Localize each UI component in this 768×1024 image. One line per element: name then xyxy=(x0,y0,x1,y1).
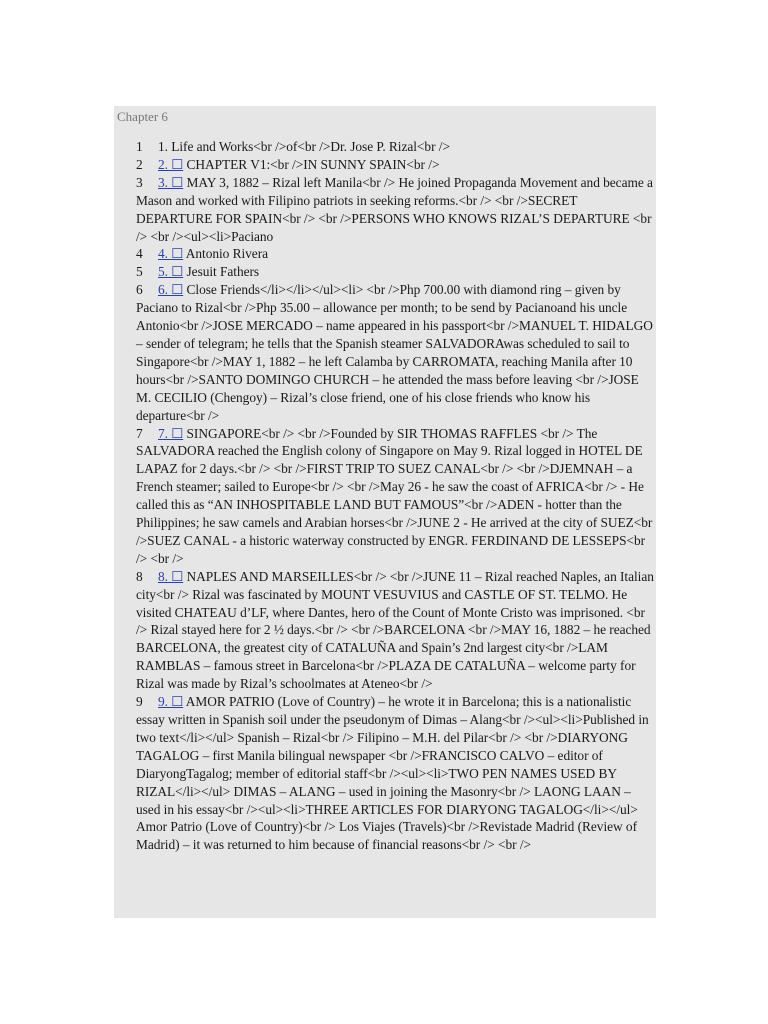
entry-link[interactable]: 7. ☐ xyxy=(158,425,184,441)
entry-number: 7 xyxy=(136,425,143,441)
entry-link[interactable]: 9. ☐ xyxy=(158,694,184,710)
entry-8 xyxy=(136,568,656,693)
entry-text: MAY 3, 1882 – Rizal left Manila<br /> He joined Propaganda Movement and became a Mason and worked with Filipino patriots in seeking reforms.<br /> <br />SECRET DEPARTURE FOR SPAIN<br /> <br />PERSONS WHO KNOWS RIZAL’S DEPARTURE <br /> <br /><ul><li>Paciano xyxy=(136,174,653,244)
entry-5 xyxy=(136,263,656,281)
entry-text: AMOR PATRIO (Love of Country) – he wrote it in Barcelona; this is a nationalistic essay written in Spanish soil under the pseudonym of Dimas – Alang<br /><ul><li>Published in two text</li></ul> Spanish – Rizal<br /> Filipino – M.H. del Pilar<br /> <br />DIARYONG TAGALOG – first Manila bilingual newspaper <br />FRANCISCO CALVO – editor of DiaryongTagalog; member of editorial staff<br /><ul><li>TWO PEN NAMES USED BY RIZAL</li></ul> DIMAS – ALANG – used in joining the Masonry<br /> LAONG LAAN – used in his essay<br /><ul><li>THREE ARTICLES FOR DIARYONG TAGALOG</li></ul> Amor Patrio (Love of Country)<br /> Los Viajes (Travels)<br />Revistade Madrid (Review of Madrid) – it was returned to him because of financial reasons<br /> <br /> xyxy=(136,694,649,853)
entry-3 xyxy=(136,174,656,246)
entry-4 xyxy=(136,245,656,263)
document-content xyxy=(136,138,656,854)
entry-link[interactable]: 3. ☐ xyxy=(158,174,184,190)
entry-link[interactable]: 4. ☐ xyxy=(158,246,184,262)
chapter-title: Chapter 6 xyxy=(117,109,168,124)
entry-text: SINGAPORE<br /> <br />Founded by SIR THOMAS RAFFLES <br /> The SALVADORA reached the English colony of Singapore on May 9. Rizal logged in HOTEL DE LAPAZ for 2 days.<br /> <br />FIRST TRIP TO SUEZ CANAL<br /> <br />DJEMNAH – a French steamer; sailed to Europe<br /> <br />May 26 - he saw the coast of AFRICA<br /> - He called this as “AN INHOSPITABLE LAND BUT FAMOUS”<br />ADEN - hotter than the Philippines; he saw camels and Arabian horses<br />JUNE 2 - He arrived at the city of SUEZ<br />SUEZ CANAL - a historic waterway constructed by ENGR. FERDINAND DE LESSEPS<br /> <br /> xyxy=(136,425,653,566)
entry-9 xyxy=(136,693,656,854)
entry-text: Antonio Rivera xyxy=(185,246,268,262)
entry-number: 4 xyxy=(136,246,143,262)
entry-number: 2 xyxy=(136,156,143,172)
entry-text: 1. Life and Works<br />of<br />Dr. Jose P. Rizal<br /> xyxy=(158,139,450,154)
entry-text: Close Friends</li></li></ul><li> <br />Php 700.00 with diamond ring – given by Paciano to Rizal<br />Php 35.00 – allowance per month; to be send by Pacianoand his uncle Antonio<br />JOSE MERCADO – name appeared in his passport<br />MANUEL T. HIDALGO – sender of telegram; he tells that the Spanish steamer SALVADORAwas scheduled to sail to Singapore<br />MAY 1, 1882 – he left Calamba by CARROMATA, reaching Manila after 10 hours<br />SANTO DOMINGO CHURCH – he attended the mass before leaving <br />JOSE M. CECILIO (Chengoy) – Rizal’s close friend, one of his close friends who know his departure<br /> xyxy=(136,282,653,423)
entry-number: 6 xyxy=(136,282,143,298)
entry-text: CHAPTER V1:<br />IN SUNNY SPAIN<br /> xyxy=(186,156,440,172)
entry-1 xyxy=(136,138,656,156)
entry-link[interactable]: 8. ☐ xyxy=(158,568,184,584)
entry-text: NAPLES AND MARSEILLES<br /> <br />JUNE 11 – Rizal reached Naples, an Italian city<br /> Rizal was fascinated by MOUNT VESUVIUS and CASTLE OF ST. TELMO. He visited CHATEAU d’LF, where Dantes, hero of the Count of Monte Cristo was imprisoned. <br /> Rizal stayed here for 2 ½ days.<br /> <br />BARCELONA <br />MAY 16, 1882 – he reached BARCELONA, the greatest city of CATALUÑA and Spain’s 2nd largest city<br />LAM RAMBLAS – famous street in Barcelona<br />PLAZA DE CATALUÑA – welcome party for Rizal was made by Rizal’s schoolmates at Ateneo<br /> xyxy=(136,568,654,692)
entry-link[interactable]: 5. ☐ xyxy=(158,264,184,280)
entry-2 xyxy=(136,156,656,174)
entry-link[interactable]: 2. ☐ xyxy=(158,156,184,172)
entry-number: 5 xyxy=(136,264,143,280)
entry-number: 3 xyxy=(136,174,143,190)
entry-6 xyxy=(136,281,656,424)
entry-number: 8 xyxy=(136,568,143,584)
entry-text: Jesuit Fathers xyxy=(186,264,260,280)
entry-7 xyxy=(136,425,656,568)
entry-number: 1 xyxy=(136,139,143,154)
entry-link[interactable]: 6. ☐ xyxy=(158,282,184,298)
entry-number: 9 xyxy=(136,694,143,710)
